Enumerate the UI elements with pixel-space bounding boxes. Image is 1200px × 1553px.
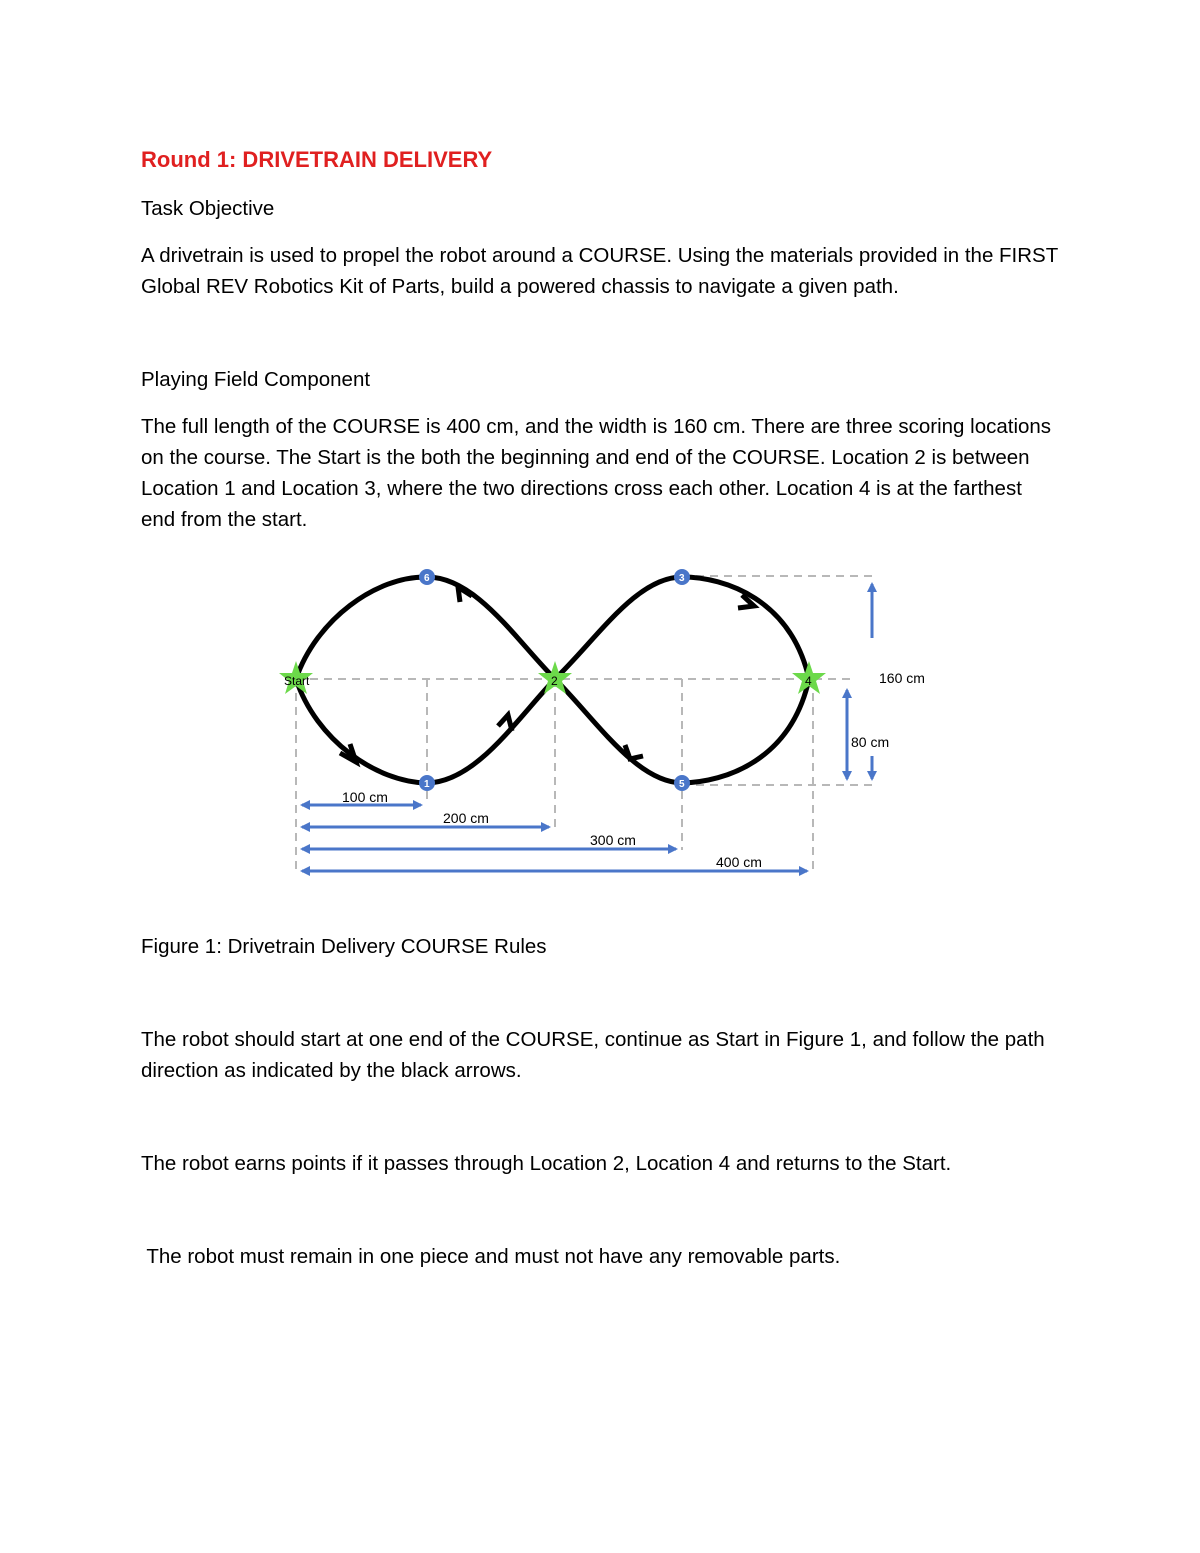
task-objective-body: A drivetrain is used to propel the robot around a COURSE. Using the materials provided in the FIRST Global REV Robotics Kit of Parts, build a powered chassis to navigate a given path. bbox=[141, 244, 1058, 298]
dim-label-160: 160 cm bbox=[879, 670, 925, 686]
node-3 bbox=[674, 569, 690, 585]
direction-arrow bbox=[625, 745, 643, 759]
direction-arrow bbox=[498, 715, 512, 731]
node-6-label: 6 bbox=[424, 573, 430, 584]
location-2-label: 2 bbox=[551, 674, 558, 688]
rule-scoring: The robot earns points if it passes through Location 2, Location 4 and returns to the Start. bbox=[141, 1152, 952, 1175]
page-title: Round 1: DRIVETRAIN DELIVERY bbox=[141, 147, 493, 172]
rule-start-direction: The robot should start at one end of the COURSE, continue as Start in Figure 1, and follow the path direction as indicated by the black arrows. bbox=[141, 1028, 1045, 1082]
location-4-label: 4 bbox=[805, 674, 812, 688]
node-1-label: 1 bbox=[424, 779, 430, 790]
node-6 bbox=[419, 569, 435, 585]
playing-field-body: The full length of the COURSE is 400 cm, and the width is 160 cm. There are three scoring locations on the course. The Start is the both the beginning and end of the COURSE. Location 2 is between Location 1 and Location 3, where the two directions cross each other. Location 4 is at the farthest end from the start. bbox=[141, 415, 1052, 531]
course-diagram bbox=[276, 560, 956, 890]
node-3-label: 3 bbox=[679, 573, 685, 584]
star-start bbox=[279, 661, 313, 694]
dim-label-80: 80 cm bbox=[851, 734, 890, 750]
start-label: Start bbox=[284, 674, 310, 688]
direction-arrow bbox=[458, 587, 472, 602]
dim-label-200: 200 cm bbox=[443, 810, 489, 826]
node-5-label: 5 bbox=[679, 779, 685, 790]
dim-label-400: 400 cm bbox=[716, 854, 762, 870]
node-5 bbox=[674, 775, 690, 791]
task-objective-heading: Task Objective bbox=[141, 197, 275, 220]
figure-caption: Figure 1: Drivetrain Delivery COURSE Rules bbox=[141, 935, 547, 958]
dim-label-100: 100 cm bbox=[342, 789, 388, 805]
playing-field-heading: Playing Field Component bbox=[141, 368, 371, 391]
dim-label-300: 300 cm bbox=[590, 832, 636, 848]
rule-one-piece: The robot must remain in one piece and must not have any removable parts. bbox=[141, 1245, 841, 1268]
node-1 bbox=[419, 775, 435, 791]
